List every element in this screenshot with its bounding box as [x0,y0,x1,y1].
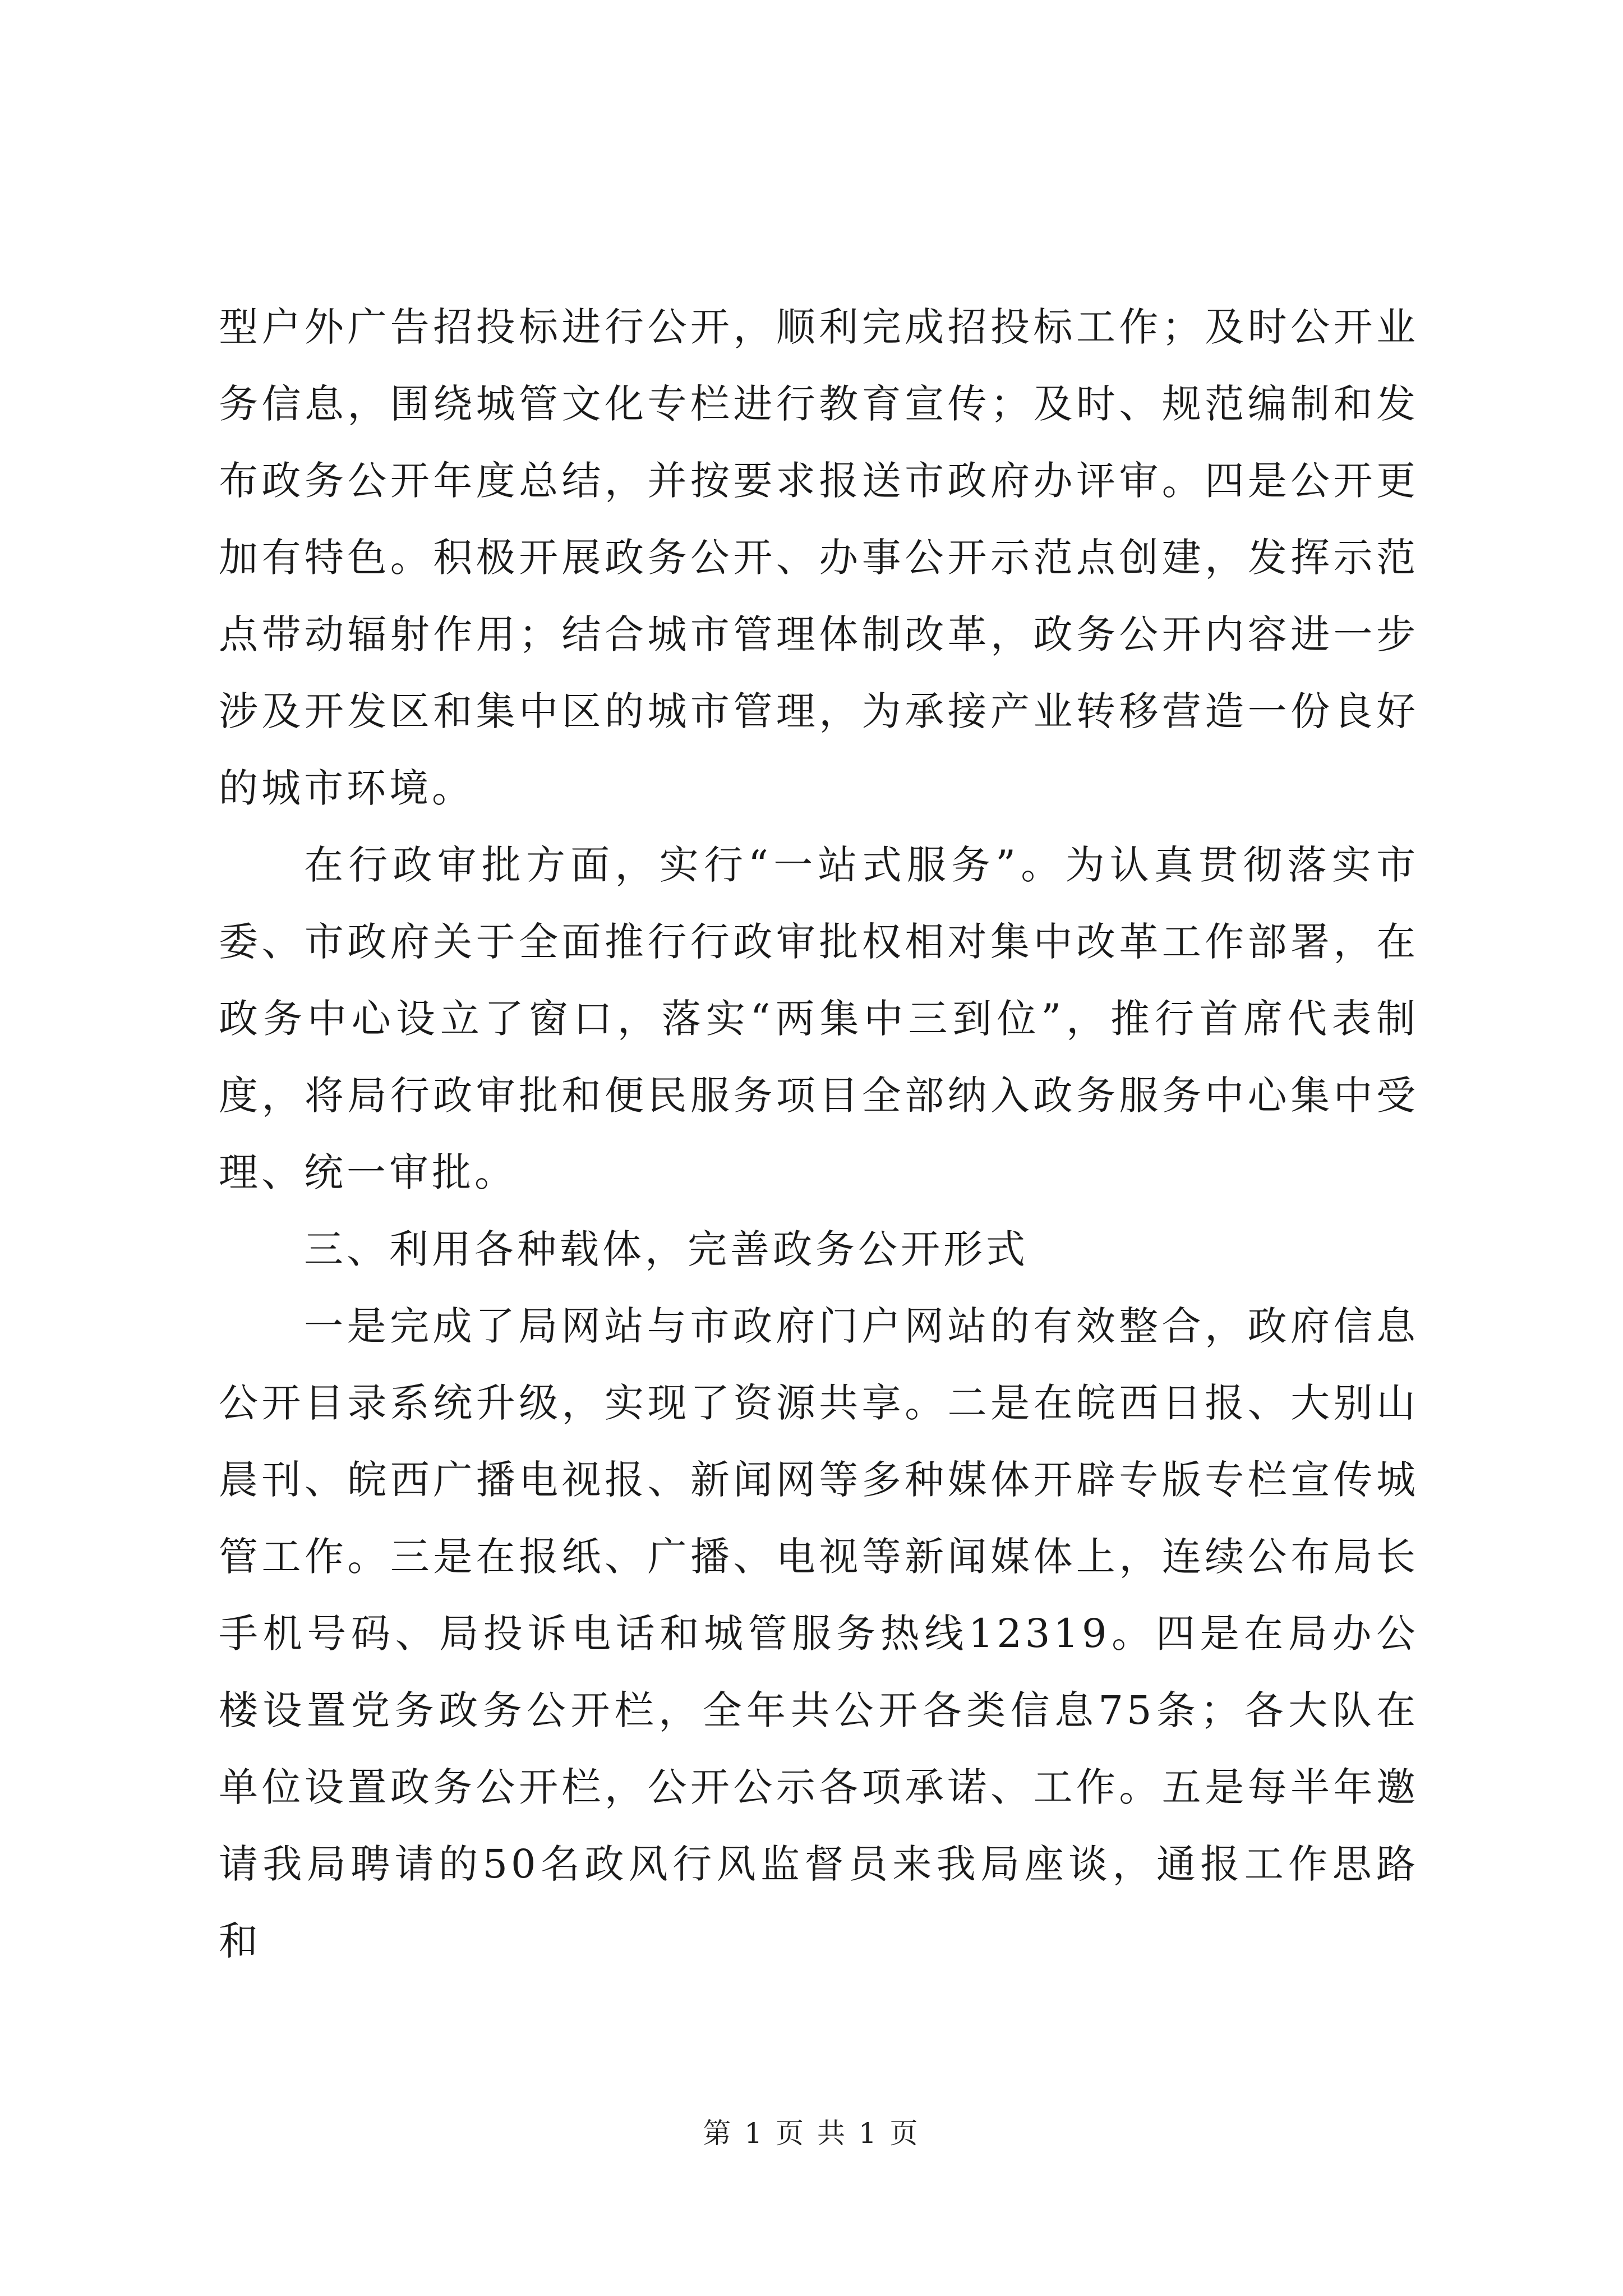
paragraph-administrative-approval: 在行政审批方面，实行“一站式服务”。为认真贯彻落实市委、市政府关于全面推行行政审批权相对集中改革工作部署，在政务中心设立了窗口，落实“两集中三到位”，推行首席代表制度，将局行政审批和便民服务项目全部纳入政务服务中心集中受理、统一审批。 [219,842,1419,1195]
section-heading: 三、利用各种载体，完善政务公开形式 [304,1226,1029,1272]
page-number-footer: 第 1 页 共 1 页 [703,2117,920,2150]
document-body [219,289,1419,1980]
paragraph-continuation: 型户外广告招投标进行公开，顺利完成招投标工作；及时公开业务信息，围绕城管文化专栏进行教育宣传；及时、规范编制和发布政务公开年度总结，并按要求报送市政府办评审。四是公开更加有特色。积极开展政务公开、办事公开示范点创建，发挥示范点带动辐射作用；结合城市管理体制改革，政务公开内容进一步涉及开发区和集中区的城市管理，为承接产业转移营造一份良好的城市环境。 [219,304,1419,811]
paragraph-media-channels: 一是完成了局网站与市政府门户网站的有效整合，政府信息公开目录系统升级，实现了资源共享。二是在皖西日报、大别山晨刊、皖西广播电视报、新闻网等多种媒体开辟专版专栏宣传城管工作。三是在报纸、广播、电视等新闻媒体上，连续公布局长手机号码、局投诉电话和城管服务热线12319。四是在局办公楼设置党务政务公开栏，全年共公开各类信息75条；各大队在单位设置政务公开栏，公开公示各项承诺、工作。五是每半年邀请我局聘请的50名政风行风监督员来我局座谈，通报工作思路和 [219,1303,1419,1964]
